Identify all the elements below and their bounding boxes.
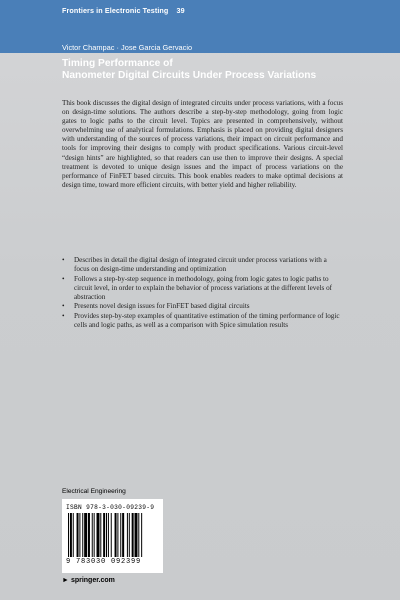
feature-text: Follows a step-by-step sequence in methodology, going from logic gates to logic paths to circuit level, in order to explain the behavior of process variations at the different levels of abstraction <box>74 274 333 301</box>
feature-item <box>62 275 343 302</box>
feature-item <box>62 312 343 330</box>
subject-category: Electrical Engineering <box>62 488 126 495</box>
barcode-number: 9 783030 092399 <box>66 558 142 566</box>
bullet-icon: • <box>62 256 65 264</box>
title-line-1: Timing Performance of <box>62 58 173 69</box>
feature-text: Provides step-by-step examples of quantitative estimation of the timing performance of logic cells and logic paths, as well as a comparison with Spice simulation results <box>74 312 340 330</box>
feature-text: Describes in detail the digital design of integrated circuit under process variations with a focus on design-time understanding and optimization <box>74 256 327 274</box>
publisher-name: springer.com <box>70 577 115 584</box>
feature-text: Presents novel design issues for FinFET based digital circuits <box>74 302 250 311</box>
isbn-barcode-box <box>62 499 163 573</box>
series-volume: 39 <box>176 6 185 15</box>
title-line-2: Nanometer Digital Circuits Under Process Variations <box>62 70 317 82</box>
book-title <box>62 58 362 82</box>
book-description: This book discusses the digital design of integrated circuits under process variations, with a focus on design-time solutions. The authors describe a step-by-step methodology, going from logic gates to logic paths to the circuit level. Topics are presented in comprehensively, without overwhelming use of analytical formulations. Emphasis is placed on providing digital designers with understanding of the sources of process variations, their impact on circuit performance and tools for improving their designs to comply with product specifications. Various circuit-level “design hints” are highlighted, so that readers can use then to improve their designs. A special treatment is devoted to unique design issues and the impact of process variations on the performance of FinFET based circuits. This book enables readers to make optimal decisions at design time, toward more efficient circuits, with better yield and higher reliability. <box>62 99 343 189</box>
publisher-link[interactable] <box>62 577 115 584</box>
header-band <box>0 0 400 53</box>
barcode-graphic <box>66 513 159 557</box>
series-line <box>62 6 191 15</box>
feature-item <box>62 256 343 274</box>
bullet-icon: • <box>62 312 65 321</box>
isbn-label: ISBN 978-3-030-09239-9 <box>66 504 155 511</box>
feature-list <box>62 256 343 331</box>
bullet-icon: • <box>62 302 65 311</box>
arrow-icon: ► <box>62 577 69 584</box>
feature-item <box>62 302 343 311</box>
bullet-icon: • <box>62 274 65 283</box>
authors: Victor Champac · Jose Garcia Gervacio <box>62 43 193 52</box>
series-name: Frontiers in Electronic Testing <box>62 6 169 15</box>
